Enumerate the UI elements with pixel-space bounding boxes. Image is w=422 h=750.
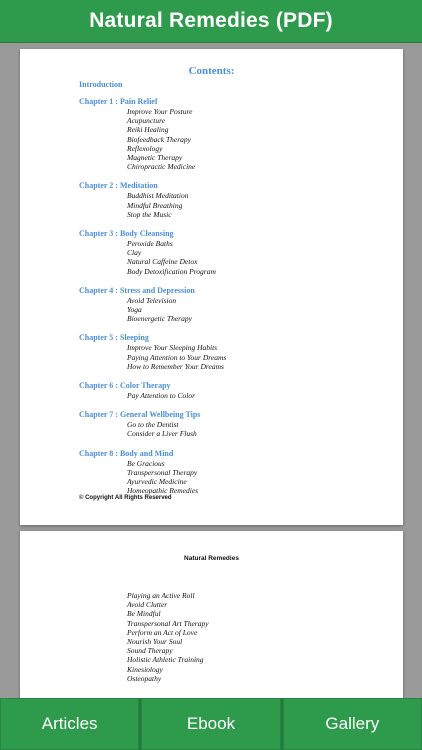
chapter-block [79, 228, 389, 276]
tab-articles[interactable]: Articles [0, 698, 139, 750]
contents-heading: Contents: [188, 65, 235, 77]
chapter-block [79, 285, 389, 324]
page2-title: Natural Remedies [184, 555, 239, 562]
tab-ebook[interactable]: Ebook [141, 698, 280, 750]
chapter-item: Transpersonal Therapy [127, 467, 198, 477]
bottom-tab-bar [0, 698, 422, 750]
introduction-heading: Introduction [79, 80, 123, 89]
chapter-block [79, 380, 389, 400]
pdf-page-contents [20, 49, 403, 525]
chapter-item: Yoga [127, 305, 142, 315]
copyright-notice: © Copyright All Rights Reserved [79, 495, 172, 501]
chapter-item: Reiki Healing [127, 125, 169, 135]
page2-item: Transpersonal Art Therapy [127, 618, 209, 628]
chapter-item: Go to the Dentist [127, 420, 179, 430]
chapter-item: Clay [127, 248, 142, 258]
chapter-list [79, 96, 389, 504]
chapter-block [79, 180, 389, 219]
chapter-block [79, 332, 389, 371]
pdf-page-2 [20, 531, 403, 698]
chapter-item: Natural Caffeine Detox [127, 257, 198, 267]
page2-item: Perform an Act of Love [127, 627, 198, 637]
chapter-title: Chapter 6 : Color Therapy [79, 381, 171, 391]
page2-item: Holistic Athletic Training [127, 655, 204, 665]
page2-item: Nourish Your Soul [127, 637, 183, 647]
chapter-title: Chapter 8 : Body and Mind [79, 448, 174, 458]
chapter-item: Body Detoxification Program [127, 266, 216, 276]
page2-item-list [127, 591, 209, 683]
page2-item: Avoid Clutter [127, 600, 168, 610]
chapter-item: Biofeedback Therapy [127, 134, 191, 144]
chapter-item: Be Gracious [127, 458, 165, 468]
chapter-item: How to Remember Your Dreams [127, 361, 224, 371]
chapter-title: Chapter 3 : Body Cleansing [79, 229, 174, 239]
page2-item: Be Mindful [127, 609, 161, 619]
chapter-item: Reflexology [127, 143, 163, 153]
chapter-title: Chapter 5 : Sleeping [79, 333, 149, 343]
page2-item: Sound Therapy [127, 646, 173, 656]
page2-item: Osteopathy [127, 673, 162, 683]
chapter-block [79, 409, 389, 438]
chapter-item: Paying Attention to Your Dreams [127, 352, 227, 362]
chapter-item: Magnetic Therapy [127, 153, 183, 163]
page2-item: Kinesiology [127, 664, 163, 674]
chapter-item: Acupuncture [127, 116, 166, 126]
chapter-item: Homeopathic Remedies [127, 486, 199, 496]
chapter-title: Chapter 4 : Stress and Depression [79, 285, 195, 295]
page2-item: Playing an Active Roll [127, 591, 195, 600]
chapter-item: Chiropractic Medicine [127, 162, 196, 172]
chapter-item: Bioenergetic Therapy [127, 314, 192, 324]
app-title: Natural Remedies (PDF) [89, 9, 333, 32]
chapter-item: Avoid Television [127, 295, 177, 305]
chapter-item: Mindful Breathing [127, 200, 183, 210]
chapter-title: Chapter 7 : General Wellbeing Tips [79, 410, 201, 420]
chapter-item: Improve Your Posture [127, 107, 193, 116]
chapter-item: Buddhist Meditation [127, 191, 189, 201]
chapter-title: Chapter 2 : Meditation [79, 181, 158, 191]
chapter-item: Consider a Liver Flush [127, 429, 197, 439]
chapter-title: Chapter 1 : Pain Relief [79, 97, 158, 106]
chapter-item: Pay Attention to Color [127, 391, 195, 401]
chapter-item: Stop the Music [127, 209, 172, 219]
pdf-viewer[interactable] [0, 43, 422, 698]
chapter-block [79, 448, 389, 496]
chapter-block [79, 96, 389, 171]
chapter-item: Ayurvedic Medicine [127, 477, 187, 487]
tab-gallery[interactable]: Gallery [283, 698, 422, 750]
chapter-item: Peroxide Baths [127, 239, 173, 249]
chapter-item: Improve Your Sleeping Habits [127, 343, 218, 353]
title-bar [0, 0, 422, 43]
